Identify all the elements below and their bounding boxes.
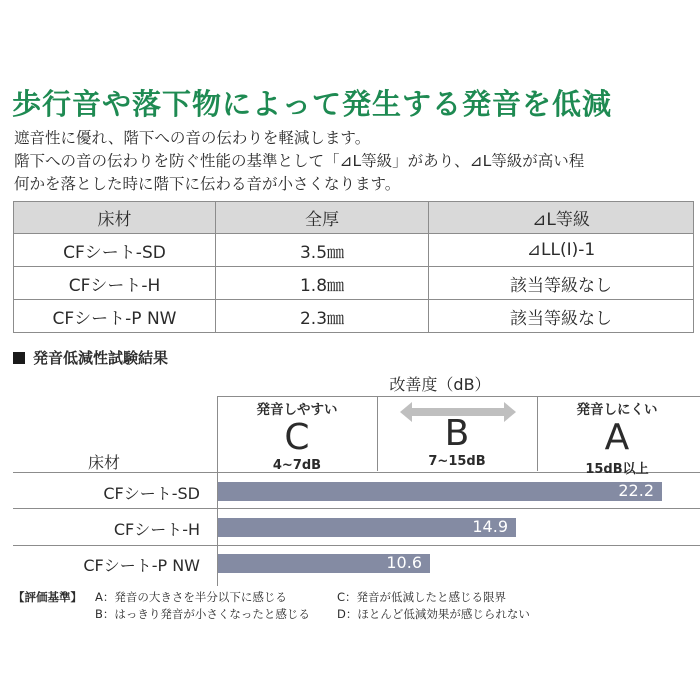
bar-category-label: CFシート-H [113, 520, 200, 539]
band-range: 4~7dB [272, 458, 322, 473]
criteria-item: A：発音の大きさを半分以下に感じる [95, 590, 287, 604]
intro-line: 遮音性に優れ、階下への音の伝わりを軽減します。 [14, 129, 371, 147]
row-divider [13, 545, 700, 546]
cell-floor: CFシート-H [14, 267, 216, 300]
cell-thickness: 1.8㎜ [216, 267, 429, 300]
cell-thickness: 2.3㎜ [216, 300, 429, 333]
criteria-item: D：ほとんど低減効果が感じられない [337, 607, 530, 621]
band-label: 発音しやすい [256, 402, 338, 418]
cell-grade: 該当等級なし [429, 267, 694, 300]
band-a [538, 398, 696, 477]
band-range: 15dB以上 [585, 462, 649, 477]
bar-cf-sd [218, 482, 662, 501]
chart-axis-title: 改善度（dB） [389, 375, 491, 394]
criteria-item: B：はっきり発音が小さくなったと感じる [95, 607, 310, 621]
band-grade: A [604, 417, 630, 458]
bar-value-label: 14.9 [472, 517, 508, 536]
band-label [378, 398, 536, 414]
header-thickness: 全厚 [216, 202, 429, 234]
spec-table-header-row [14, 202, 694, 234]
table-row [14, 300, 694, 333]
band-b [378, 398, 536, 469]
row-divider [13, 508, 700, 509]
bar-value-label: 10.6 [386, 553, 422, 572]
intro-text [14, 127, 694, 196]
bar-category-label: CFシート-SD [103, 484, 200, 503]
cell-thickness: 3.5㎜ [216, 234, 429, 267]
criteria-item: C：発音が低減したと感じる限界 [337, 590, 507, 604]
table-row [14, 267, 694, 300]
cell-floor: CFシート-SD [14, 234, 216, 267]
band-c [218, 398, 376, 473]
intro-line: 何かを落とした時に階下に伝わる音が小さくなります。 [14, 175, 401, 193]
band-range: 7~15dB [428, 454, 486, 469]
header-grade: ⊿L等級 [429, 202, 694, 234]
cell-floor: CFシート-P NW [14, 300, 216, 333]
intro-line: 階下への音の伝わりを防ぐ性能の基準として「⊿L等級」があり、⊿L等級が高い程 [14, 152, 585, 170]
band-top-line [217, 396, 700, 397]
bar-category-label: CFシート-P NW [83, 556, 200, 575]
bar-cf-h [218, 518, 516, 537]
cell-grade: ⊿LL(Ⅰ)-1 [429, 234, 694, 267]
band-grade: B [444, 413, 470, 454]
improvement-chart [0, 360, 700, 590]
bar-cf-p-nw [218, 554, 430, 573]
cell-grade: 該当等級なし [429, 300, 694, 333]
spec-table [13, 201, 694, 333]
header-floor: 床材 [14, 202, 216, 234]
criteria-heading: 【評価基準】 [13, 590, 82, 604]
section-title-text: 発音低減性試験結果 [33, 349, 169, 367]
page-title: 歩行音や落下物によって発生する発音を低減 [12, 87, 613, 121]
band-grade: C [284, 417, 310, 458]
floor-column-label: 床材 [88, 453, 121, 472]
table-row [14, 234, 694, 267]
bar-value-label: 22.2 [618, 481, 654, 500]
band-label: 発音しにくい [576, 402, 658, 418]
